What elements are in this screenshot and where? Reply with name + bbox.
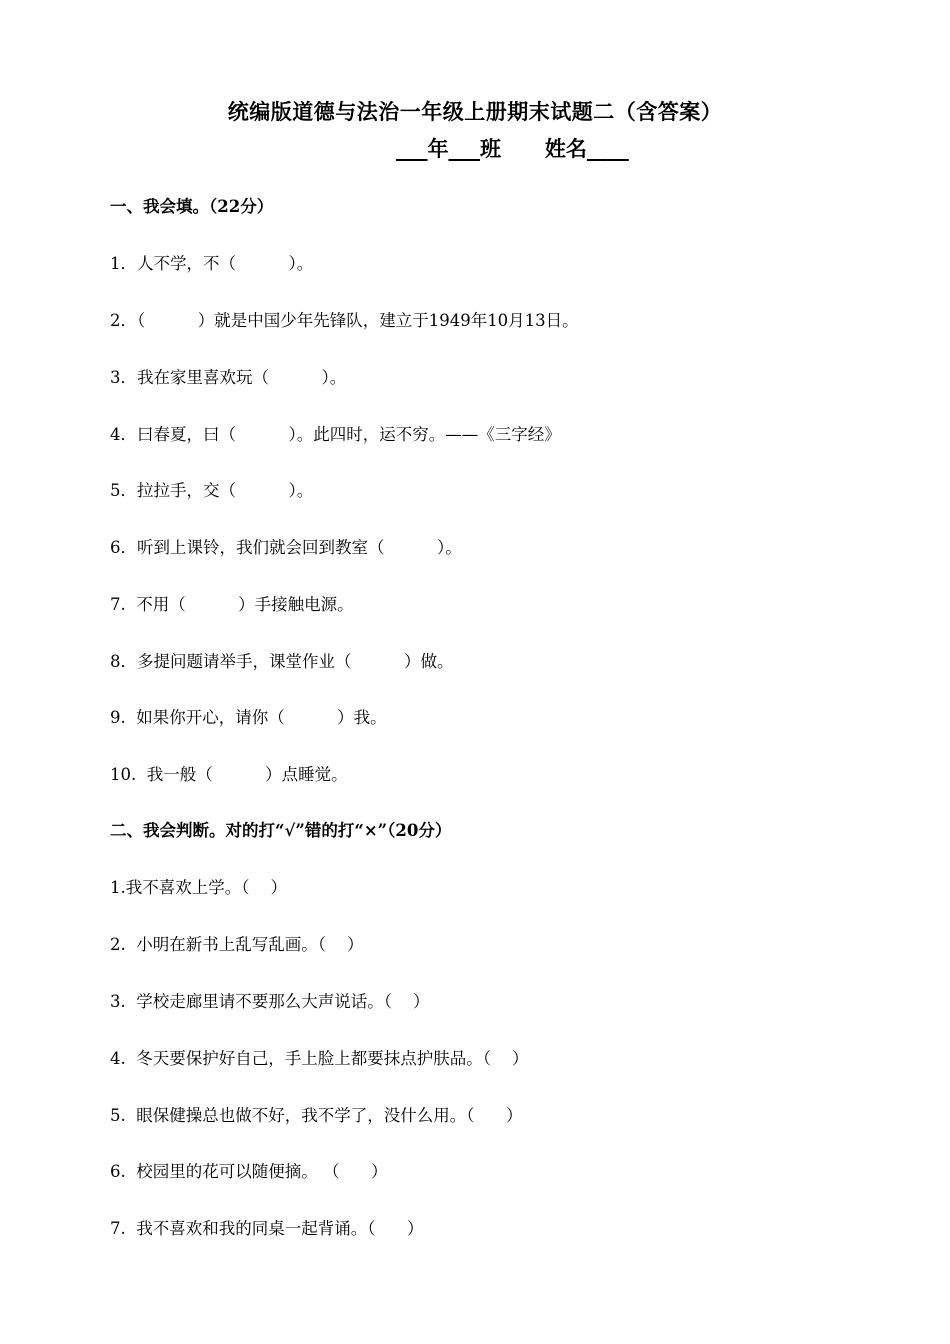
fill-question-6: 6．听到上课铃，我们就会回到教室（ ）。 [110, 538, 462, 557]
judge-question-5: 5. 眼保健操总也做不好，我不学了，没什么用。（ ） [110, 1106, 523, 1125]
judge-question-1: 1.我不喜欢上学。（ ） [110, 878, 287, 897]
judge-question-4: 4. 冬天要保护好自己，手上脸上都要抹点护肤品。（ ） [110, 1049, 529, 1068]
judge-question-7: 7. 我不喜欢和我的同桌一起背诵。（ ） [110, 1219, 424, 1238]
fill-question-3: 3．我在家里喜欢玩（ ）。 [110, 368, 347, 387]
fill-question-4: 4．曰春夏，曰（ ）。此四时，运不穷。——《三字经》 [110, 425, 561, 444]
fill-question-1: 1．人不学，不（ ）。 [110, 254, 314, 273]
fill-question-9: 9. 如果你开心，请你（ ）我。 [110, 708, 387, 727]
judge-question-2: 2. 小明在新书上乱写乱画。（ ） [110, 935, 364, 954]
document-title: 统编版道德与法治一年级上册期末试题二（含答案） [227, 99, 723, 124]
class-name-line: ___年___班 姓名____ [396, 136, 629, 161]
fill-question-2: 2．（ ）就是中国少年先锋队，建立于1949年10月13日。 [110, 311, 579, 330]
judge-question-6: 6. 校园里的花可以随便摘。 （ ） [110, 1162, 388, 1181]
section-2-heading: 二、我会判断。对的打“√”错的打“×”（20分） [110, 821, 452, 840]
fill-question-5: 5．拉拉手，交（ ）。 [110, 481, 314, 500]
judge-question-3: 3. 学校走廊里请不要那么大声说话。（ ） [110, 992, 430, 1011]
fill-question-7: 7. 不用（ ）手接触电源。 [110, 595, 354, 614]
fill-question-10: 10. 我一般（ ）点睡觉。 [110, 765, 348, 784]
fill-question-8: 8．多提问题请举手，课堂作业（ ）做。 [110, 652, 454, 671]
section-1-heading: 一、我会填。（22分） [110, 197, 274, 216]
